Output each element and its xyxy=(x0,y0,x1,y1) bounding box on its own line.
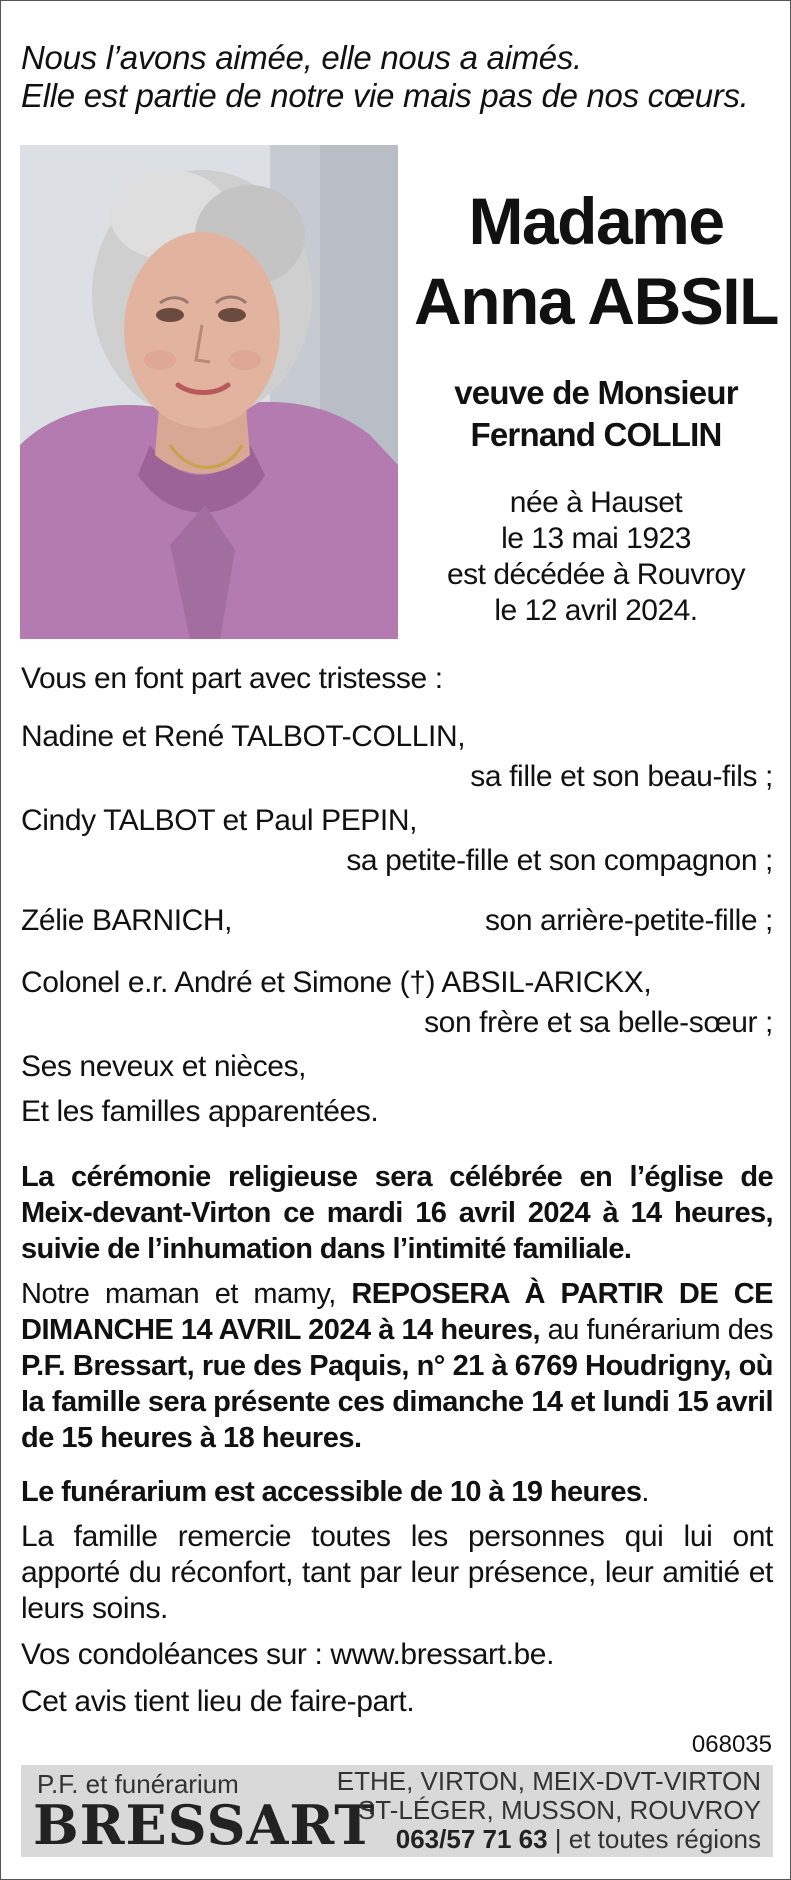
family-member-3-relation: son arrière-petite-fille ; xyxy=(484,904,773,937)
name-title: Madame xyxy=(468,184,724,258)
opening-quote xyxy=(21,39,781,115)
name-full: Anna ABSIL xyxy=(414,264,778,338)
funerarium-hours xyxy=(21,1474,773,1510)
birth-place: née à Hauset xyxy=(509,486,683,519)
widow-line-1: veuve de Monsieur xyxy=(454,374,738,411)
ceremony-paragraph: La cérémonie religieuse sera célébrée en l’église de Meix-devant-Virton ce mardi 16 avril 2024 à 14 heures, suivie de l’inhumation dans l’intimité familiale. xyxy=(21,1161,773,1265)
death-place: est décédée à Rouvroy xyxy=(446,558,746,591)
portrait-photo xyxy=(20,145,398,639)
widow-line-2: Fernand COLLIN xyxy=(470,416,722,453)
footer-regions: et toutes régions xyxy=(568,1824,761,1854)
family-member-4-name: Colonel e.r. André et Simone (†) ABSIL-ARICKX, xyxy=(21,966,652,999)
reference-number: 068035 xyxy=(691,1731,772,1758)
notice-line: Cet avis tient lieu de faire-part. xyxy=(21,1685,415,1718)
footer-logo: BRESSART xyxy=(33,1793,376,1857)
funerarium-hours-bold: Le funérarium est accessible de 10 à 19 heures xyxy=(21,1476,642,1508)
footer-locations xyxy=(337,1767,761,1854)
family-member-2-name: Cindy TALBOT et Paul PEPIN, xyxy=(21,804,418,837)
family-member-3-name: Zélie BARNICH, xyxy=(21,904,233,937)
deceased-name xyxy=(406,181,786,341)
footer-towns-1: ETHE, VIRTON, MEIX-DVT-VIRTON xyxy=(336,1766,761,1796)
family-member-1-name: Nadine et René TALBOT-COLLIN, xyxy=(21,720,466,753)
family-member-3 xyxy=(21,903,773,939)
viewing-intro: Notre maman et mamy, xyxy=(21,1278,352,1310)
funerarium-hours-end: . xyxy=(641,1476,649,1508)
family-intro: Vous en font part avec tristesse : xyxy=(21,662,443,695)
footer-subtitle: P.F. et funérarium xyxy=(37,1769,239,1799)
widow-of xyxy=(406,372,786,456)
family-nephews: Ses neveux et nièces, xyxy=(21,1050,307,1083)
quote-line-2: Elle est partie de notre vie mais pas de nos cœurs. xyxy=(21,77,749,114)
quote-line-1: Nous l’avons aimée, elle nous a aimés. xyxy=(21,39,582,76)
footer-towns-2: ST-LÉGER, MUSSON, ROUVROY xyxy=(357,1795,761,1825)
footer-phone: 063/57 71 63 xyxy=(395,1824,548,1854)
funeral-home-footer xyxy=(21,1765,773,1857)
thanks-paragraph: La famille remercie toutes les personnes qui lui ont apporté du réconfort, tant par leur présence, leur amitié et leurs soins. xyxy=(21,1520,773,1625)
viewing-place-intro: au funérarium des xyxy=(540,1314,773,1346)
death-date: le 12 avril 2024. xyxy=(494,594,698,627)
birth-date: le 13 mai 1923 xyxy=(501,522,691,555)
birth-death-info xyxy=(406,485,786,629)
condolences-line: Vos condoléances sur : www.bressart.be. xyxy=(21,1638,555,1671)
family-relatives: Et les familles apparentées. xyxy=(21,1095,379,1128)
footer-contact: 063/57 71 63 | et toutes régions xyxy=(395,1824,761,1854)
viewing-date: REPOSERA À PARTIR DE CE DIMANCHE 14 AVRIL 2024 à 14 heures, xyxy=(21,1278,773,1346)
viewing-paragraph xyxy=(21,1276,773,1456)
family-member-4-relation: son frère et sa belle-sœur ; xyxy=(424,1006,773,1039)
family-member-2-relation: sa petite-fille et son compagnon ; xyxy=(346,844,773,877)
family-member-1-relation: sa fille et son beau-fils ; xyxy=(470,760,773,793)
viewing-address: P.F. Bressart, rue des Paquis, n° 21 à 6769 Houdrigny, où la famille sera présente ces dimanche 14 et lundi 15 avril de 15 heures à 18 heures. xyxy=(21,1350,773,1454)
